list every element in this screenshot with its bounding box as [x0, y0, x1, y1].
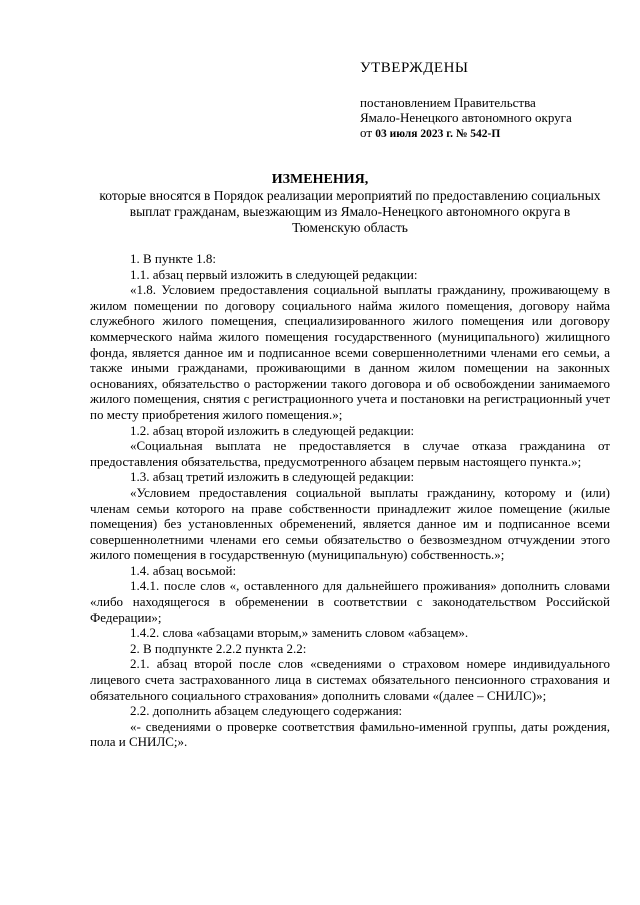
document-subtitle: которые вносятся в Порядок реализации мероприятий по предоставлению социальных выплат гражданам, выезжающим из Ямало-Ненецкого автономного округа в Тюменскую область	[99, 188, 601, 235]
paragraph: 2.2. дополнить абзацем следующего содержания:	[130, 703, 403, 719]
paragraph: 1.4.1. после слов «, оставленного для дальнейшего проживания» дополнить словами «либо находящегося в обременении в соответствии с законодательством Российской Федерации»;	[90, 578, 610, 625]
paragraph: 2.1. абзац второй после слов «сведениями о страховом номере индивидуального лицевого счета застрахованного лица в системах обязательного пенсионного страхования и обязательного социального страхования» дополнить словами «(далее – СНИЛС)»;	[90, 656, 610, 703]
paragraph: «Условием предоставления социальной выплаты гражданину, которому и (или) членам семьи которого на праве собственности принадлежит жилое помещение (жилые помещения) без установленных обременений, является данное им и подписанное всеми совершеннолетними членами его семьи обязательство о безвозмездном отчуждении этого жилого помещения в государственную (муниципальную) собственность.»;	[90, 484, 610, 563]
decree-from: от	[360, 125, 373, 140]
paragraph: 1.4. абзац восьмой:	[130, 562, 237, 578]
paragraph: 1.3. абзац третий изложить в следующей редакции:	[130, 469, 415, 485]
paragraph: 2. В подпункте 2.2.2 пункта 2.2:	[130, 640, 307, 656]
document-title: ИЗМЕНЕНИЯ,	[271, 172, 369, 187]
decree-line-2: Ямало-Ненецкого автономного округа	[360, 110, 572, 125]
decree-number: 03 июля 2023 г. № 542-П	[375, 128, 501, 140]
decree-line-1: постановлением Правительства	[360, 95, 536, 110]
paragraph: «Социальная выплата не предоставляется в случае отказа гражданина от предоставления обязательства, предусмотренного абзацем первым настоящего пункта.»;	[90, 438, 610, 469]
paragraph: 1.4.2. слова «абзацами вторым,» заменить словом «абзацем».	[130, 625, 469, 641]
approval-stamp: УТВЕРЖДЕНЫ	[360, 60, 469, 76]
decree-date-line	[360, 125, 572, 142]
paragraph: 1.2. абзац второй изложить в следующей редакции:	[130, 422, 415, 438]
paragraph: 1.1. абзац первый изложить в следующей редакции:	[130, 266, 418, 282]
document-body	[90, 251, 610, 750]
paragraph: «- сведениями о проверке соответствия фамильно-именной группы, даты рождения, пола и СНИЛС;».	[90, 718, 610, 750]
paragraph: 1. В пункте 1.8:	[130, 251, 217, 266]
paragraph: «1.8. Условием предоставления социальной выплаты гражданину, проживающему в жилом помещении по договору социального найма жилого помещения, договору найма служебного жилого помещения, специализированного жилого помещения или договору коммерческого найма жилого помещения государственного (муниципального) жилищного фонда, является данное им и подписанное всеми совершеннолетними членами его семьи, а также иными гражданами, проживающими в данном жилом помещении на законных основаниях, обязательство о расторжении такого договора и об освобождении занимаемого жилого помещения, снятия с регистрационного учета и постановки на регистрационный учет по месту приобретения жилого помещения.»;	[90, 282, 611, 422]
decree-reference	[360, 95, 572, 142]
